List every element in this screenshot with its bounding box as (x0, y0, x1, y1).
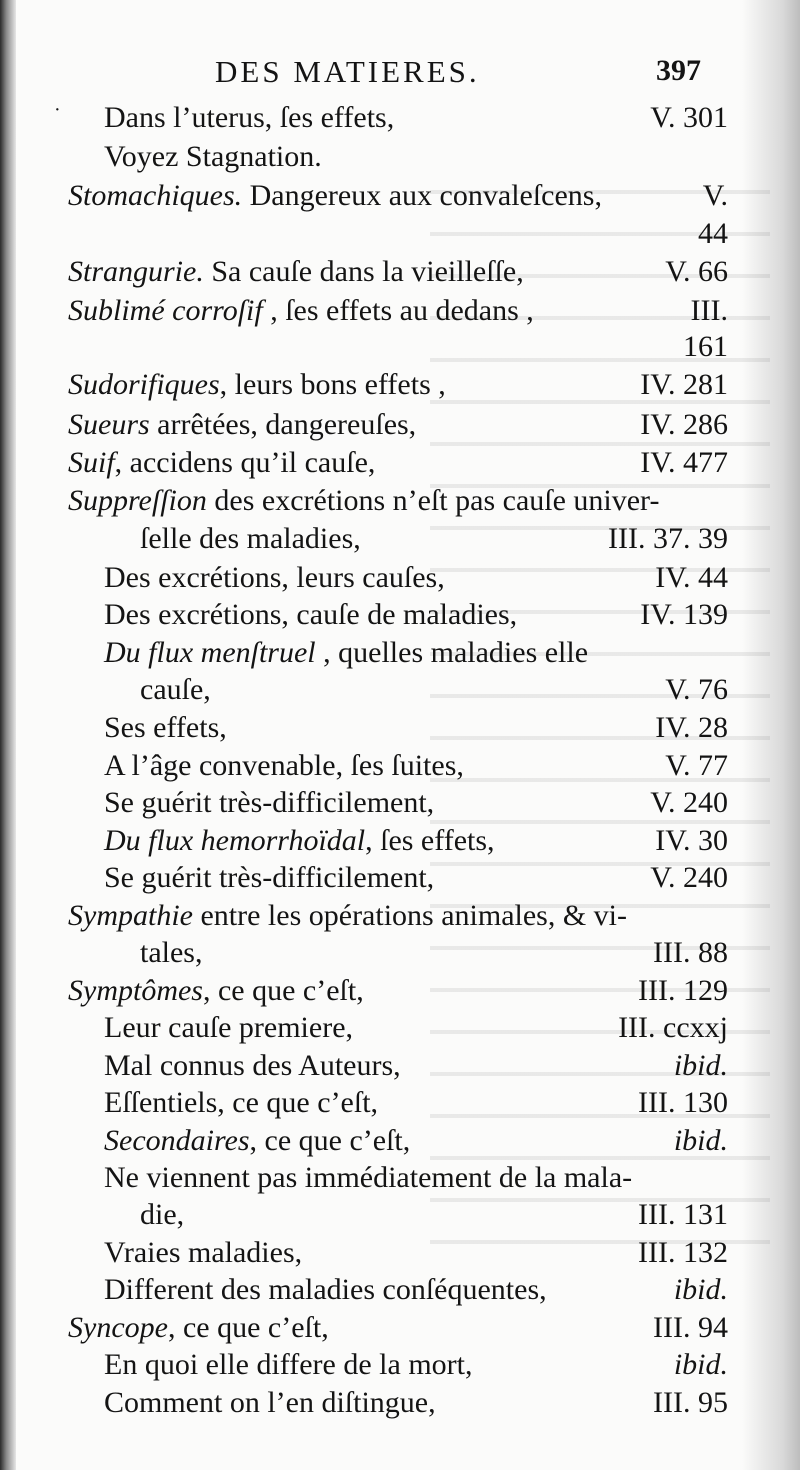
entry-text: Leur cauſe premiere, (104, 1011, 354, 1044)
entry-text: Dangereux aux convaleſcens, (249, 179, 602, 212)
entry-reference: V. 240 (650, 786, 728, 819)
index-line (0, 1348, 800, 1384)
index-line (0, 749, 800, 785)
entry-text: Des excrétions, cauſe de maladies, (104, 598, 518, 631)
margin-bullet: · (54, 99, 61, 121)
index-line (0, 408, 800, 444)
index-line (0, 824, 800, 860)
entry-text: Comment on l’en diſtingue, (104, 1386, 436, 1419)
entry-headword: Sublimé corroſif (68, 294, 263, 327)
entry-reference: IV. 286 (640, 408, 728, 441)
entry-reference: V. 77 (665, 749, 728, 782)
entry-text: , ce que c’eſt, (249, 1124, 411, 1157)
page-number: 397 (656, 54, 701, 87)
entry-reference: V. 301 (650, 101, 728, 134)
index-line (0, 1049, 800, 1085)
entry-headword: Stomachiques. (68, 179, 243, 212)
entry-text: Voyez Stagnation. (104, 140, 322, 173)
entry-text: Dans l’uterus, ſes effets, (104, 101, 395, 134)
entry-reference: IV. 281 (640, 368, 728, 401)
entry-headword: Secondaires (104, 1124, 250, 1157)
entry-reference: III. 94 (653, 1311, 728, 1344)
entry-reference: III. 95 (653, 1386, 728, 1419)
entry-headword: Suif (68, 446, 115, 479)
index-line (0, 936, 800, 972)
entry-text: , ſes effets au dedans , (270, 294, 534, 327)
entry-text: , leurs bons effets , (219, 368, 446, 401)
entry-text: Des excrétions, leurs cauſes, (104, 561, 445, 594)
entry-reference: ibid. (673, 1273, 728, 1306)
entry-reference: 44 (698, 217, 728, 250)
entry-reference: III. (690, 294, 728, 327)
entry-reference: 161 (683, 330, 728, 363)
entry-text: die, (140, 1198, 185, 1231)
entry-reference: IV. 139 (640, 598, 728, 631)
index-line (0, 368, 800, 404)
entry-reference: IV. 477 (640, 446, 728, 479)
header-title: DES MATIERES. (215, 54, 480, 89)
entry-reference: III. 88 (653, 936, 728, 969)
index-line (0, 1161, 800, 1197)
entry-headword: Du flux menſtruel (104, 636, 316, 669)
index-line (0, 1236, 800, 1272)
index-line (0, 974, 800, 1010)
index-line (0, 861, 800, 897)
index-line (0, 255, 800, 291)
index-line (0, 899, 800, 935)
index-line (0, 673, 800, 709)
entry-reference: V. (702, 179, 728, 212)
index-line (0, 1386, 800, 1422)
running-header (0, 50, 800, 98)
entry-reference: ibid. (673, 1049, 728, 1082)
index-line (0, 1273, 800, 1309)
entry-reference: V. 66 (665, 255, 728, 288)
index-line (0, 446, 800, 482)
entry-reference: V. 240 (650, 861, 728, 894)
entry-headword: Du flux hemorrhoïdal (104, 824, 366, 857)
entry-text: Eſſentiels, ce que c’eſt, (104, 1086, 379, 1119)
entry-headword: Sympathie (68, 899, 193, 932)
entry-text: arrêtées, dangereuſes, (157, 408, 417, 441)
entry-reference: IV. 28 (655, 711, 728, 744)
index-line (0, 711, 800, 747)
entry-reference: III. ccxxj (618, 1011, 728, 1044)
index-line (0, 140, 800, 176)
entry-text: Se guérit très-difficilement, (104, 861, 435, 894)
index-line (0, 786, 800, 822)
index-line (0, 598, 800, 634)
entry-text: Sa cauſe dans la vieilleſſe, (211, 255, 524, 288)
entry-reference: V. 76 (665, 673, 728, 706)
index-line (0, 179, 800, 215)
index-line (0, 636, 800, 672)
entry-text: des excrétions n’eſt pas cauſe univer- (214, 484, 660, 517)
entry-text: cauſe, (140, 673, 211, 706)
entry-headword: Sueurs (68, 408, 150, 441)
entry-text: entre les opérations animales, & vi- (200, 899, 628, 932)
entry-reference: III. 131 (638, 1198, 728, 1231)
index-line (0, 1311, 800, 1347)
entry-text: , quelles maladies elle (323, 636, 589, 669)
entry-text: Different des maladies conſéquentes, (104, 1273, 547, 1306)
entry-text: , accidens qu’il cauſe, (114, 446, 376, 479)
index-line (0, 330, 800, 366)
entry-headword: Suppreſſion (68, 484, 207, 517)
entry-text: Ses effets, (104, 711, 227, 744)
entry-reference: III. 37. 39 (608, 522, 728, 555)
index-line (0, 1011, 800, 1047)
index-line (0, 561, 800, 597)
index-line (0, 484, 800, 520)
entry-text: A l’âge convenable, ſes ſuites, (104, 749, 464, 782)
index-line (0, 522, 800, 558)
index-line (0, 1198, 800, 1234)
entry-reference: III. 132 (638, 1236, 728, 1269)
entry-text: Vraies maladies, (104, 1236, 303, 1269)
entry-headword: Symptômes (68, 974, 203, 1007)
index-line (0, 1086, 800, 1122)
entry-reference: ibid. (673, 1124, 728, 1157)
entry-text: , ſes effets, (365, 824, 495, 857)
entry-text: Ne viennent pas immédiatement de la mala- (104, 1161, 633, 1194)
index-line (0, 217, 800, 253)
entry-text: ſelle des maladies, (140, 522, 361, 555)
entry-text: , ce que c’eſt, (202, 974, 364, 1007)
entry-headword: Syncope (68, 1311, 168, 1344)
index-line (0, 101, 800, 137)
entry-text: , ce que c’eſt, (167, 1311, 329, 1344)
index-line (0, 294, 800, 330)
entry-headword: Strangurie. (68, 255, 204, 288)
entry-reference: III. 129 (638, 974, 728, 1007)
entry-reference: IV. 44 (655, 561, 728, 594)
entry-reference: ibid. (673, 1348, 728, 1381)
entry-headword: Sudorifiques (68, 368, 220, 401)
entry-text: En quoi elle differe de la mort, (104, 1348, 473, 1381)
entry-text: Mal connus des Auteurs, (104, 1049, 401, 1082)
entry-text: tales, (140, 936, 203, 969)
entry-reference: IV. 30 (655, 824, 728, 857)
entry-reference: III. 130 (638, 1086, 728, 1119)
entry-text: Se guérit très-difficilement, (104, 786, 435, 819)
index-line (0, 1124, 800, 1160)
